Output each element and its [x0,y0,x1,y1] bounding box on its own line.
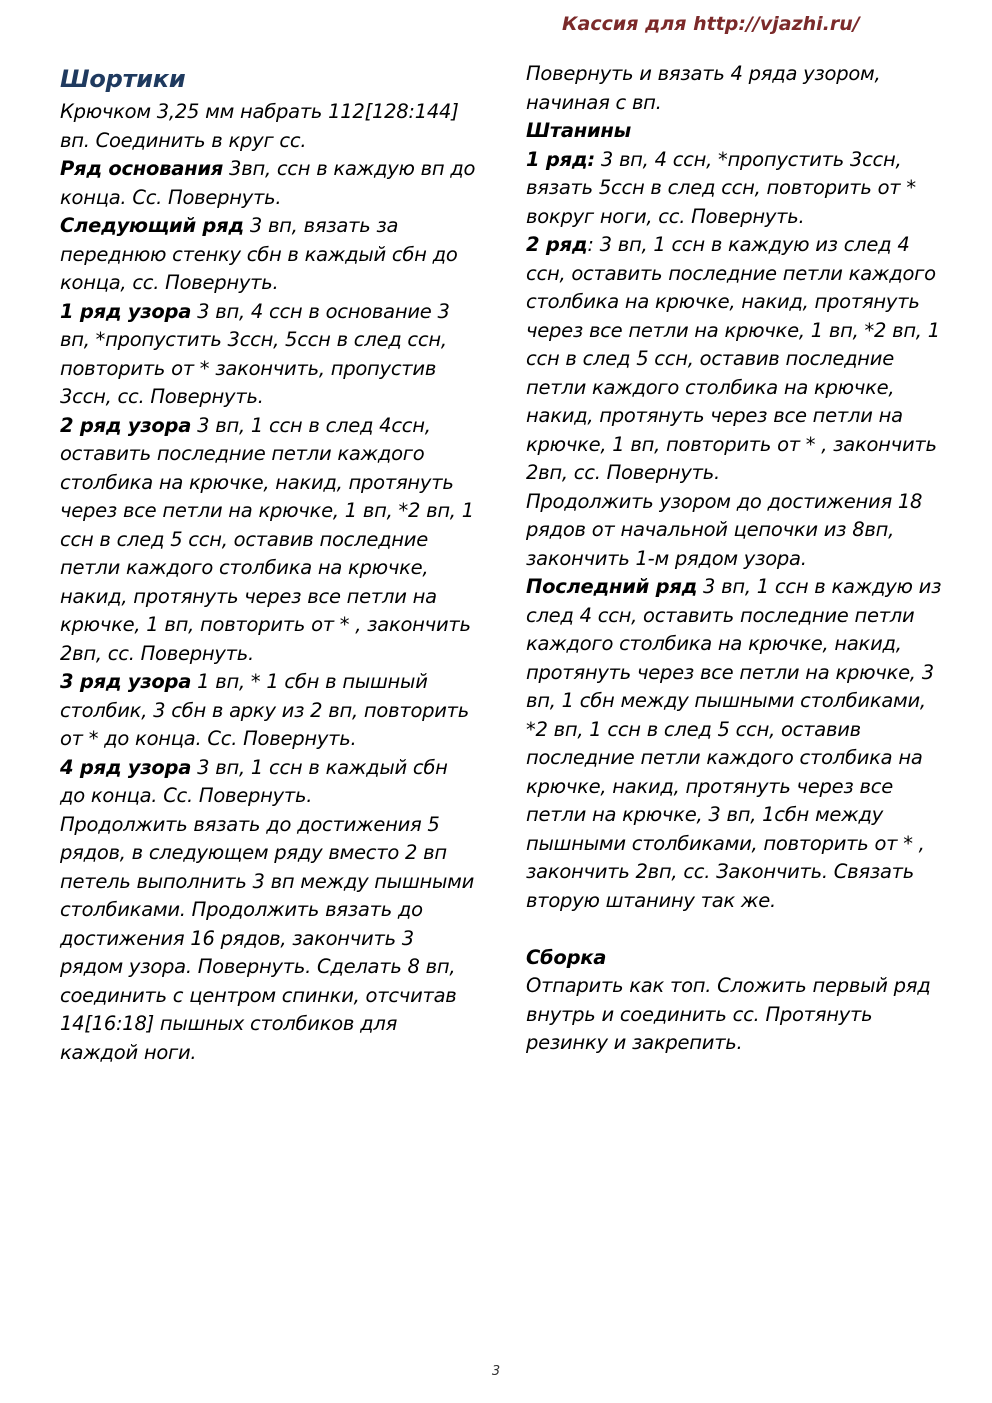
section-title-shorts: Шортики [60,65,186,93]
turn-paragraph: Повернуть и вязать 4 ряда узором, начиная с вп. [526,62,881,114]
pattern-row-4-text: 3 вп, 1 ссн в каждый сбн до конца. Сс. Повернуть. [60,755,448,807]
legs-row-2-text: : 3 вп, 1 ссн в каждую из след 4 ссн, оставить последние петли каждого столбика на крючке, накид, протянуть через все петли на крючке, 1 вп, *2 вп, 1 ссн в след 5 ссн, оставив последние петли каждого столбика на крючке, накид, протянуть через все петли на крючке, 1 вп, повторить от * , закончить 2вп, сс. Повернуть. [526,233,940,484]
pattern-row-2-label: 2 ряд узора [60,413,192,437]
last-row-paragraph [526,573,946,915]
foundation-row-label: Ряд основания [60,157,224,180]
legs-row-2-label: 2 ряд [526,233,588,256]
pattern-row-1-text: 3 вп, 4 ссн в основание 3 вп, *пропустить 3ссн, 5ссн в след ссн, повторить от * закончить, пропустив 3ссн, сс. Повернуть. [60,299,450,408]
pattern-row-2-paragraph [60,412,478,669]
legs-row-1-paragraph [526,146,946,232]
left-column [60,60,478,1067]
last-row-label: Последний ряд [526,575,698,598]
pattern-row-2-text: 3 вп, 1 ссн в след 4ссн, оставить последние петли каждого столбика на крючке, накид, протянуть через все петли на крючке, 1 вп, *2 вп, 1 ссн в след 5 ссн, оставив последние петли каждого столбика на крючке, накид, протянуть через все петли на крючке, 1 вп, повторить от * , закончить 2вп, сс. Повернуть. [60,413,474,665]
section-title-assembly: Сборка [526,945,607,969]
next-row-label: Следующий ряд [60,214,244,237]
pattern-row-4-label: 4 ряд узора [60,755,192,779]
spacer [526,915,946,944]
pattern-row-1-paragraph [60,298,478,412]
legs-continue-paragraph: Продолжить узором до достижения 18 рядов от начальной цепочки из 8вп, закончить 1-м рядом узора. [526,489,923,570]
foundation-row-paragraph [60,155,478,212]
site-credit-header: Кассия для http://vjazhi.ru/ [562,13,860,35]
pattern-row-3-text: 1 вп, * 1 сбн в пышный столбик, 3 сбн в арку из 2 вп, повторить от * до конца. Сс. Повернуть. [60,670,470,750]
legs-row-1-text: 3 вп, 4 ссн, *пропустить 3ссн, вязать 5ссн в след ссн, повторить от * вокруг ноги, сс. Повернуть. [526,147,916,228]
next-row-paragraph [60,212,478,298]
pattern-row-1-label: 1 ряд узора [60,299,192,323]
right-column [526,60,946,1058]
legs-row-1-label: 1 ряд: [526,147,595,171]
continue-paragraph: Продолжить вязать до достижения 5 рядов, в следующем ряду вместо 2 вп петель выполнить 3 вп между пышными столбиками. Продолжить вязать до достижения 16 рядов, закончить 3 рядом узора. Повернуть. Сделать 8 вп, соединить с центром спинки, отсчитав 14[16:18] пышных столбиков для каждой ноги. [60,812,475,1064]
page-number: 3 [491,1364,501,1379]
intro-paragraph: Крючком 3,25 мм набрать 112[128:144] вп. Соединить в круг сс. [60,100,459,152]
section-title-legs: Штанины [526,119,632,142]
foundation-row-text: 3вп, ссн в каждую вп до конца. Сс. Повернуть. [60,157,476,209]
pattern-row-3-paragraph [60,668,478,754]
pattern-row-4-paragraph [60,754,478,811]
legs-row-2-paragraph [526,231,946,488]
pattern-row-3-label: 3 ряд узора [60,670,192,693]
last-row-text: 3 вп, 1 ссн в каждую из след 4 ссн, оставить последние петли каждого столбика на крючке, накид, протянуть через все петли на крючке, 3 вп, 1 сбн между пышными столбиками, *2 вп, 1 ссн в след 5 ссн, оставив последние петли каждого столбика на крючке, накид, протянуть через все петли на крючке, 3 вп, 1сбн между пышными столбиками, повторить от * , закончить 2вп, сс. Закончить. Связать вторую штанину так же. [526,575,942,912]
assembly-paragraph: Отпарить как топ. Сложить первый ряд внутрь и соединить сс. Протянуть резинку и закрепить. [526,974,931,1054]
next-row-text: 3 вп, вязать за переднюю стенку сбн в каждый сбн до конца, сс. Повернуть. [60,214,458,294]
